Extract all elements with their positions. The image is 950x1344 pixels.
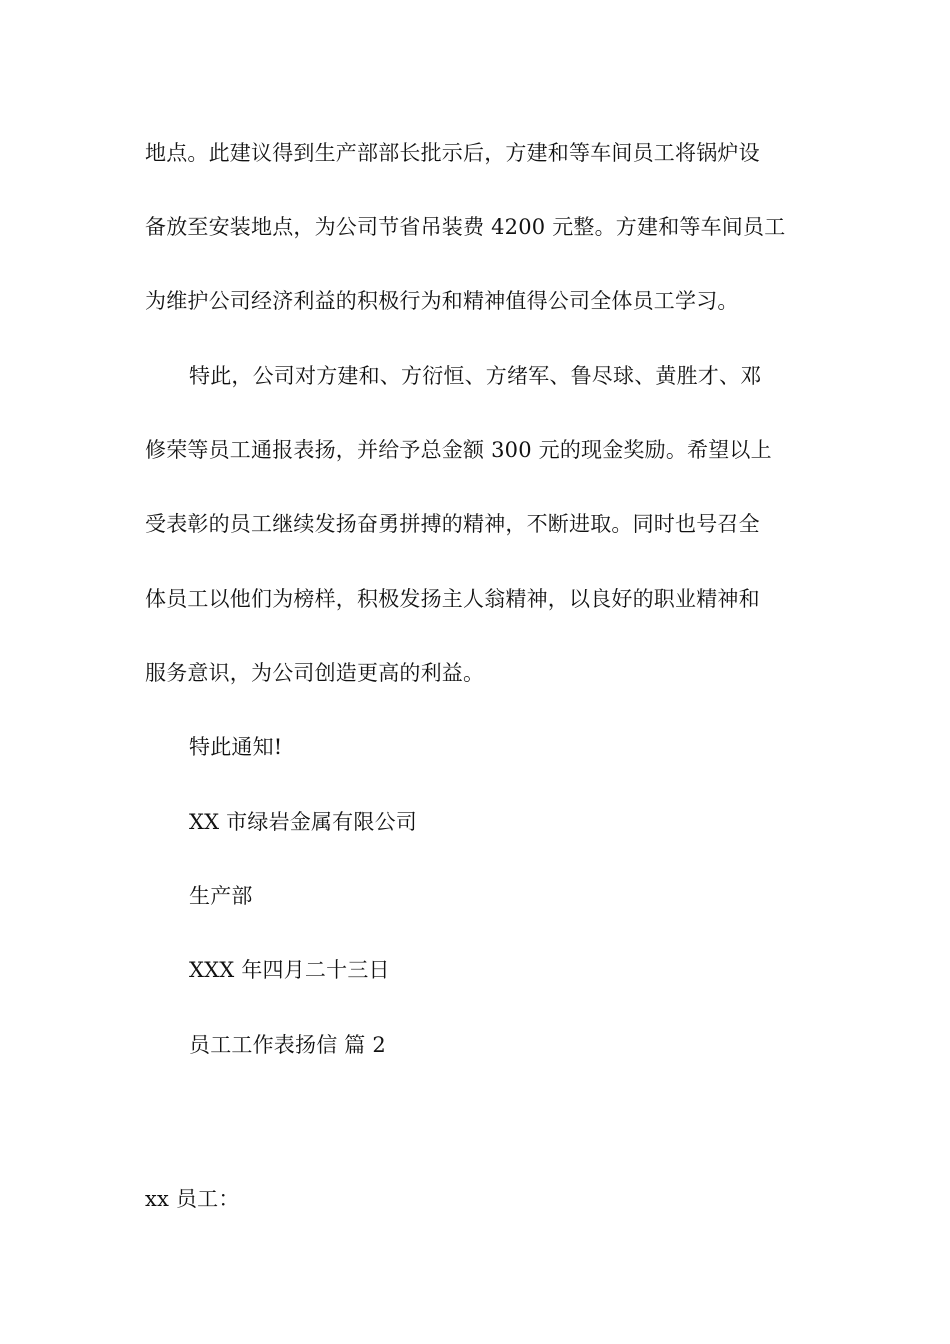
paragraph-line: 地点。此建议得到生产部部长批示后，方建和等车间员工将锅炉设 (145, 141, 760, 165)
date-text: XXX 年四月二十三日 (189, 958, 390, 982)
paragraph-line: 备放至安装地点，为公司节省吊装费 4200 元整。方建和等车间员工 (145, 215, 786, 239)
paragraph-line: 为维护公司经济利益的积极行为和精神值得公司全体员工学习。 (145, 289, 739, 313)
paragraph-line: 受表彰的员工继续发扬奋勇拼搏的精神，不断进取。同时也号召全 (145, 512, 760, 536)
paragraph-line: 体员工以他们为榜样，积极发扬主人翁精神，以良好的职业精神和 (145, 587, 760, 611)
section-title: 员工工作表扬信 篇 2 (189, 1033, 386, 1057)
company-name: XX 市绿岩金属有限公司 (189, 810, 417, 834)
paragraph-line: 服务意识，为公司创造更高的利益。 (145, 661, 485, 685)
notice-text: 特此通知! (189, 735, 283, 759)
department-name: 生产部 (189, 884, 253, 908)
salutation: xx 员工： (145, 1187, 240, 1211)
paragraph-line: 修荣等员工通报表扬，并给予总金额 300 元的现金奖励。希望以上 (145, 438, 772, 462)
paragraph-line: 特此，公司对方建和、方衍恒、方绪军、鲁尽球、黄胜才、邓 (189, 364, 762, 388)
